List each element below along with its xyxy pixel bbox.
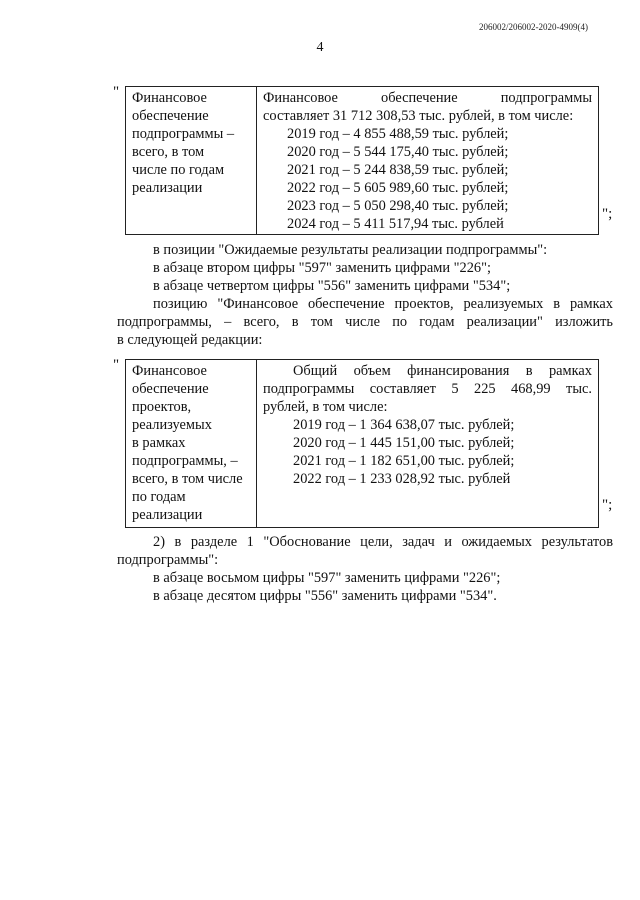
table1-label-line: подпрограммы – (132, 126, 235, 142)
table1-label-line: Финансовое (132, 90, 207, 106)
page-number: 4 (316, 40, 324, 55)
body-line: в абзаце втором цифры "597" заменить цифрами "226"; (153, 260, 491, 276)
table2-label-line: реализации (132, 507, 203, 523)
body-paragraph-1 (117, 241, 613, 349)
table2-label-line: по годам (132, 489, 186, 505)
table2-close-quote: "; (602, 497, 613, 513)
table1-open-quote: " (113, 84, 120, 100)
table2-label-cell (126, 360, 257, 528)
body-line: в позиции "Ожидаемые результаты реализации подпрограммы": (153, 242, 548, 258)
table1-label-line: числе по годам (132, 162, 225, 178)
table2-label-line: реализуемых (132, 417, 212, 433)
table2-label-line: подпрограммы, – (132, 453, 238, 469)
table1-intro-line: составляет 31 712 308,53 тыс. рублей, в том числе: (263, 108, 574, 124)
table2-year-line: 2021 год – 1 182 651,00 тыс. рублей; (293, 453, 515, 469)
table2-value-cell (257, 360, 599, 528)
table2-intro-line: подпрограммы составляет 5 225 468,99 тыс. (263, 381, 592, 397)
table1-year-line: 2021 год – 5 244 838,59 тыс. рублей; (287, 162, 509, 178)
table1-year-line: 2020 год – 5 544 175,40 тыс. рублей; (287, 144, 509, 160)
table2-label-line: в рамках (132, 435, 186, 451)
table1-year-line: 2022 год – 5 605 989,60 тыс. рублей; (287, 180, 509, 196)
table2-label-line: обеспечение (132, 381, 209, 397)
table2-year-line: 2022 год – 1 233 028,92 тыс. рублей (293, 471, 511, 487)
body-line: позицию "Финансовое обеспечение проектов, реализуемых в рамках (153, 296, 613, 312)
table2-label-line: проектов, (132, 399, 192, 415)
table2-open-quote: " (113, 357, 120, 373)
table1-close-quote: "; (602, 206, 613, 222)
table1-label-line: всего, в том (132, 144, 205, 160)
table2-intro-line: рублей, в том числе: (263, 399, 388, 415)
table2-year-line: 2019 год – 1 364 638,07 тыс. рублей; (293, 417, 515, 433)
body-line: в абзаце восьмом цифры "597" заменить цифрами "226"; (153, 570, 501, 586)
table1-year-line: 2024 год – 5 411 517,94 тыс. рублей (287, 216, 504, 232)
body-line: в следующей редакции: (117, 332, 263, 348)
body-paragraph-2 (117, 533, 613, 605)
table1-year-line: 2019 год – 4 855 488,59 тыс. рублей; (287, 126, 509, 142)
table2-intro-line: Общий объем финансирования в рамках (293, 363, 592, 379)
table1-year-line: 2023 год – 5 050 298,40 тыс. рублей; (287, 198, 509, 214)
document-id: 206002/206002-2020-4909(4) (479, 22, 588, 32)
table1-label-line: обеспечение (132, 108, 209, 124)
body-line: в абзаце четвертом цифры "556" заменить цифрами "534"; (153, 278, 511, 294)
body-line: 2) в разделе 1 "Обоснование цели, задач и ожидаемых результатов (153, 534, 613, 550)
table1-label-cell (126, 87, 257, 235)
body-line: в абзаце десятом цифры "556" заменить цифрами "534". (153, 588, 497, 604)
table1-label-line: реализации (132, 180, 203, 196)
table1-value-cell (257, 87, 599, 235)
table2-label-line: всего, в том числе (132, 471, 243, 487)
table-projects-financing (125, 359, 599, 528)
table-subprogram-financing (125, 86, 599, 235)
body-line: подпрограммы, – всего, в том числе по годам реализации" изложить (117, 314, 613, 330)
table2-label-line: Финансовое (132, 363, 207, 379)
body-line: подпрограммы": (117, 552, 219, 568)
table2-year-line: 2020 год – 1 445 151,00 тыс. рублей; (293, 435, 515, 451)
table1-intro-line: Финансовое обеспечение подпрограммы (263, 90, 592, 106)
